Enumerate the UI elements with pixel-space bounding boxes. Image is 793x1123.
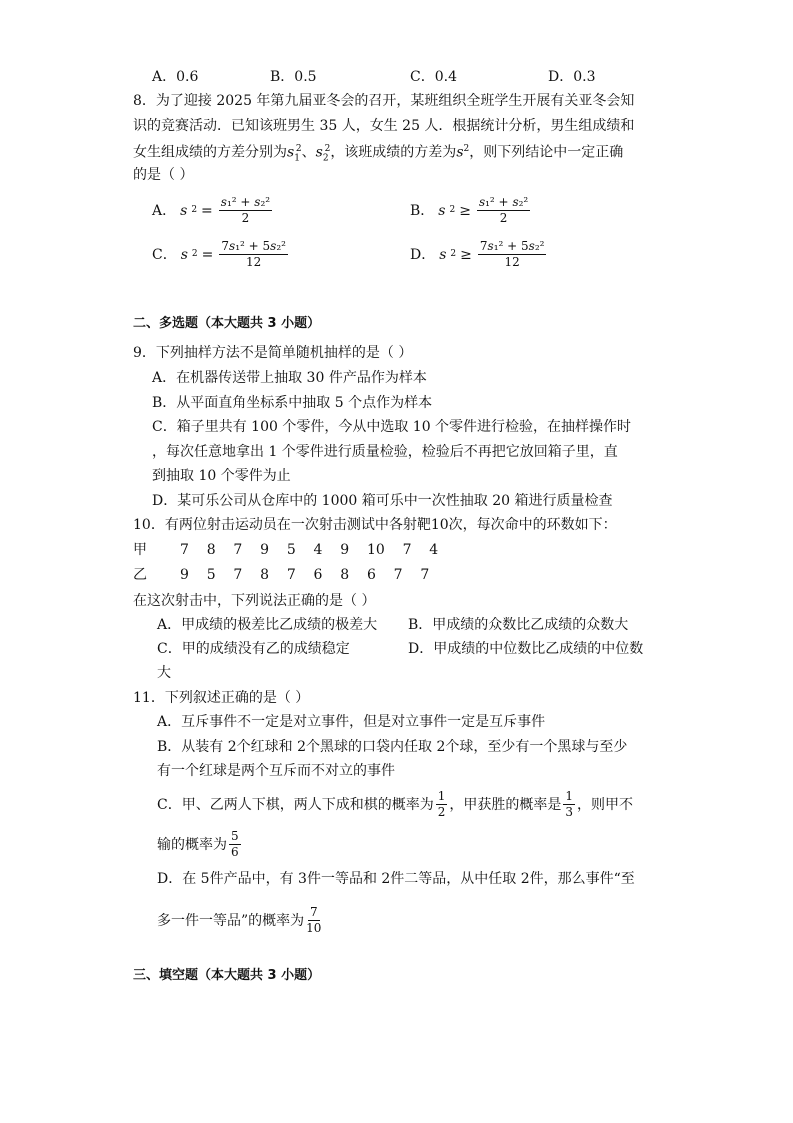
q11-option-a: A．互斥事件不一定是对立事件，但是对立事件一定是互斥事件 [157, 714, 546, 730]
q9-option-d: D．某可乐公司从仓库中的 1000 箱可乐中一次性抽取 20 箱进行质量检查 [152, 493, 613, 509]
q11-option-b-line1: B．从装有 2个红球和 2个黑球的口袋内任取 2个球，至少有一个黑球与至少 [157, 739, 628, 755]
q8-option-a: A． s 2 = $\frac{\text{s₁² + s₂²}}{2}$ [152, 195, 271, 226]
q10-option-d-line2: 大 [157, 665, 171, 681]
q9-option-c-line3: 到抽取 10 个零件为止 [152, 468, 291, 484]
q11-option-b-line2: 有一个红球是两个互斥而不对立的事件 [157, 763, 395, 779]
q7-option-b: B．0.5 [270, 69, 317, 85]
q10-yi-label: 乙 [133, 567, 147, 583]
q9-option-b: B．从平面直角坐标系中抽取 5 个点作为样本 [152, 395, 433, 411]
q11-stem: 11．下列叙述正确的是（ ） [133, 690, 310, 706]
q8-line-2: 识的竞赛活动．已知该班男生 35 人，女生 25 人．根据统计分析，男生组成绩和 [133, 118, 635, 134]
q11-option-c-line2: 输的概率为 $\frac{5}{6}$ [157, 829, 239, 860]
q7-option-d: D．0.3 [548, 69, 596, 85]
q8-line-3: 女生组成绩的方差分别为$s_1^2$、$s_2^2$，该班成绩的方差为$s^2$，则下列结论中一定正确 [133, 144, 624, 164]
q10-option-d-line1: D．甲成绩的中位数比乙成绩的中位数 [408, 641, 644, 657]
q10-option-a: A．甲成绩的极差比乙成绩的极差大 [157, 617, 378, 633]
fraction-seven-tenths: $\frac{7}{10}$ [306, 905, 322, 936]
q10-jia-label: 甲 [133, 542, 147, 558]
q8-option-d: D． s 2 ≥ $\frac{\text{7s₁² + 5s₂²}}{12}$ [410, 239, 545, 270]
fraction-one-third: $\frac{1}{3}$ [565, 789, 573, 820]
q9-option-c-line1: C．箱子里共有 100 个零件，今从中选取 10 个零件进行检验，在抽样操作时 [152, 419, 632, 435]
q10-jia-values: 7 8 7 9 5 4 9 10 7 4 [180, 542, 439, 558]
section-3-title: 三、填空题（本大题共 3 小题） [133, 968, 321, 983]
q10-stem: 10．有两位射击运动员在一次射击测试中各射靶10次，每次命中的环数如下： [133, 517, 617, 533]
q9-option-a: A．在机器传送带上抽取 30 件产品作为样本 [152, 370, 427, 386]
q10-yi-values: 9 5 7 8 7 6 8 6 7 7 [180, 567, 430, 583]
q8-line-1: 8．为了迎接 2025 年第九届亚冬会的召开，某班组织全班学生开展有关亚冬会知 [133, 93, 635, 109]
q8-line-4: 的是（ ） [133, 167, 194, 183]
fraction-five-sixths: $\frac{5}{6}$ [231, 829, 239, 860]
q9-stem: 9．下列抽样方法不是简单随机抽样的是（ ） [133, 345, 413, 361]
q7-option-a: A．0.6 [152, 69, 199, 85]
q11-option-d-line1: D．在 5件产品中，有 3件一等品和 2件二等品，从中任取 2件，那么事件“至 [157, 871, 635, 887]
q10-option-b: B．甲成绩的众数比乙成绩的众数大 [408, 617, 629, 633]
q10-option-c: C．甲的成绩没有乙的成绩稳定 [157, 641, 350, 657]
fraction-one-half: $\frac{1}{2}$ [437, 789, 446, 820]
q11-option-c-line1: C．甲、乙两人下棋，两人下成和棋的概率为 $\frac{1}{2}$ ，甲获胜的概率是 $\frac{1}{3}$ ，则甲不 [157, 789, 633, 820]
q7-option-c: C．0.4 [410, 69, 457, 85]
section-2-title: 二、多选题（本大题共 3 小题） [133, 316, 321, 331]
q11-option-d-line2: 多一件一等品”的概率为 $\frac{7}{10}$ [157, 905, 322, 936]
q8-option-b: B． s 2 ≥ $\frac{\text{s₁² + s₂²}}{2}$ [410, 195, 529, 226]
q8-option-c: C． s 2 = $\frac{\text{7s₁² + 5s₂²}}{12}$ [152, 239, 286, 270]
q9-option-c-line2: ，每次任意地拿出 1 个零件进行质量检验，检验后不再把它放回箱子里，直 [152, 444, 618, 460]
q10-ask: 在这次射击中，下列说法正确的是（ ） [133, 593, 376, 609]
